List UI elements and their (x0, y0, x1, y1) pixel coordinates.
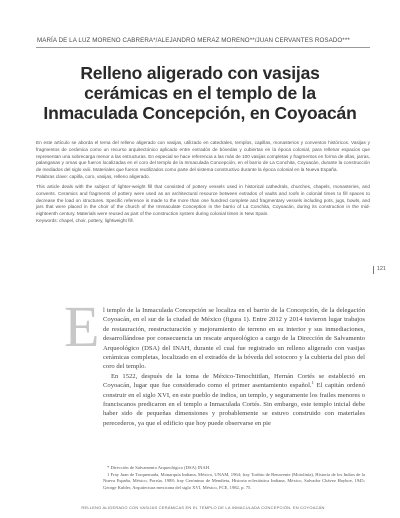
keywords-english: Keywords: chapel, choir, pottery, lightweight fill. (36, 217, 134, 223)
body-paragraph-1: l templo de la Inmaculada Concepción se localiza en el barrio de la Concepción, de la delegación Coyoacán, en el sur de la ciudad de México (figura 1). Entre 2012 y 2014 tuvieron lugar trabajos de restauración, reestructuración y mejoramiento de terreno en su interior y sus inmediaciones, desarrollándose por consecuencia un rescate arqueológico a cargo de la Dirección de Salvamento Arqueológico (DSA) del INAH, durante el cual fue registrado un relleno aligerado con vasijas cerámicas completas, localizado en el extradós de la bóveda del sotocoro y la cubierta del piso del coro del templo. (103, 307, 365, 371)
keywords-spanish: Palabras clave: capilla, coro, vasijas, relleno aligerado. (36, 173, 150, 179)
body-paragraph-2-start: En 1522, después de la toma de México-Tenochtitlan, Hernán Cortés se estableció en Coyoacán, lugar que fue considerado como el primer asentamiento español. (103, 372, 365, 390)
abstract-spanish-text: En este artículo se aborda el tema del relleno aligerado con vasijas, utilizado en catedrales, templos, capillas, monasterios y conventos históricos. Vasijas y fragmentos de cerámica como un recurso arquitectónico aplicado entre extradós de bóvedas y cubiertas en la época colonial, para rellenar espacios que representan una sobrecarga menor a las estructuras. En especial se hace referencia a las más de 100 vasijas completas y fragmentos en forma de ollas, jarras, palanganas y ornas que fueron localizadas en el coro del templo de la Inmaculada Concepción, en el barrio de La Conchita, Coyoacán, durante la construcción de mediados del siglo xviii. Materiales que fueron reutilizados como parte del sistema constructivo durante la época colonial en la Nueva España. (36, 140, 370, 173)
footnotes (103, 465, 365, 492)
footnote-ref[interactable]: 1 (311, 380, 314, 386)
body-paragraph-2 (103, 372, 365, 428)
abstract-english (36, 184, 370, 225)
abstract-english-text: This article deals with the subject of lighter-weight fill that consisted of pottery vessels used in historical cathedrals, churches, chapels, monasteries, and convents. Ceramics and fragments of pottery were used as an architectural resource between extrados of vaults and roofs in colonial times to fill spaces to decrease the load on structures. Specific reference is made to the more than one hundred complete and fragmentary vessels including pots, jugs, bowls, and jars that were placed in the choir of the church of the Immaculate Conception in the barrio of La Conchita, Coyoacán, during its construction in the mid-eighteenth century. Materials were reused as part of the construction system during colonial times in New Spain. (36, 184, 370, 217)
page-number: 121 (376, 266, 386, 272)
article-authors: MARÍA DE LA LUZ MORENO CABRERA*/ALEJANDRO MERAZ MORENO**/JUAN CERVANTES ROSADO*** (37, 37, 350, 44)
article-title: Relleno aligerado con vasijas cerámicas en el templo de la Inmaculada Concepción, en Coyoacán (43, 63, 357, 123)
abstract-spanish (36, 140, 370, 181)
drop-cap: E (64, 294, 100, 359)
running-footer: RELLENO ALIGERADO CON VASIJAS CERÁMICAS EN EL TEMPLO DE LA INMACULADA CONCEPCIÓN, EN COYOACÁN (81, 505, 325, 510)
footnote-1: 1 Fray Juan de Torquemada, Monarquía Indiana, México, UNAM, 1964; fray Toribio de Benavente (Motolinía), Historia de los Indios de la Nueva España, México, Porrúa, 1988; fray Gerónimo de Mendieta, Historia eclesiástica Indiana, México, Salvador Chávez Hayhoe, 1945; George Kubler, Arquitectura mexicana del siglo XVI, México, FCE, 1982, p. 75. (103, 472, 365, 490)
footnote-affiliation: * Dirección de Salvamento Arqueológico (DSA) INAH. (107, 465, 211, 470)
header-divider (36, 47, 370, 48)
body-paragraph-2-rest: El capitán ordenó construir en el siglo XVI, en este pueblo de indios, un templo, y seguramente los frailes menores o franciscanos predicaron en el templo a Inmaculada Cortés. Sin embargo, este templo inicial debe haber sido de pequeñas dimensiones y probablemente se estuvo construido con materiales perecederos, ya que el edificio que hoy puede observarse en pie (103, 382, 366, 427)
article-body (103, 306, 365, 428)
